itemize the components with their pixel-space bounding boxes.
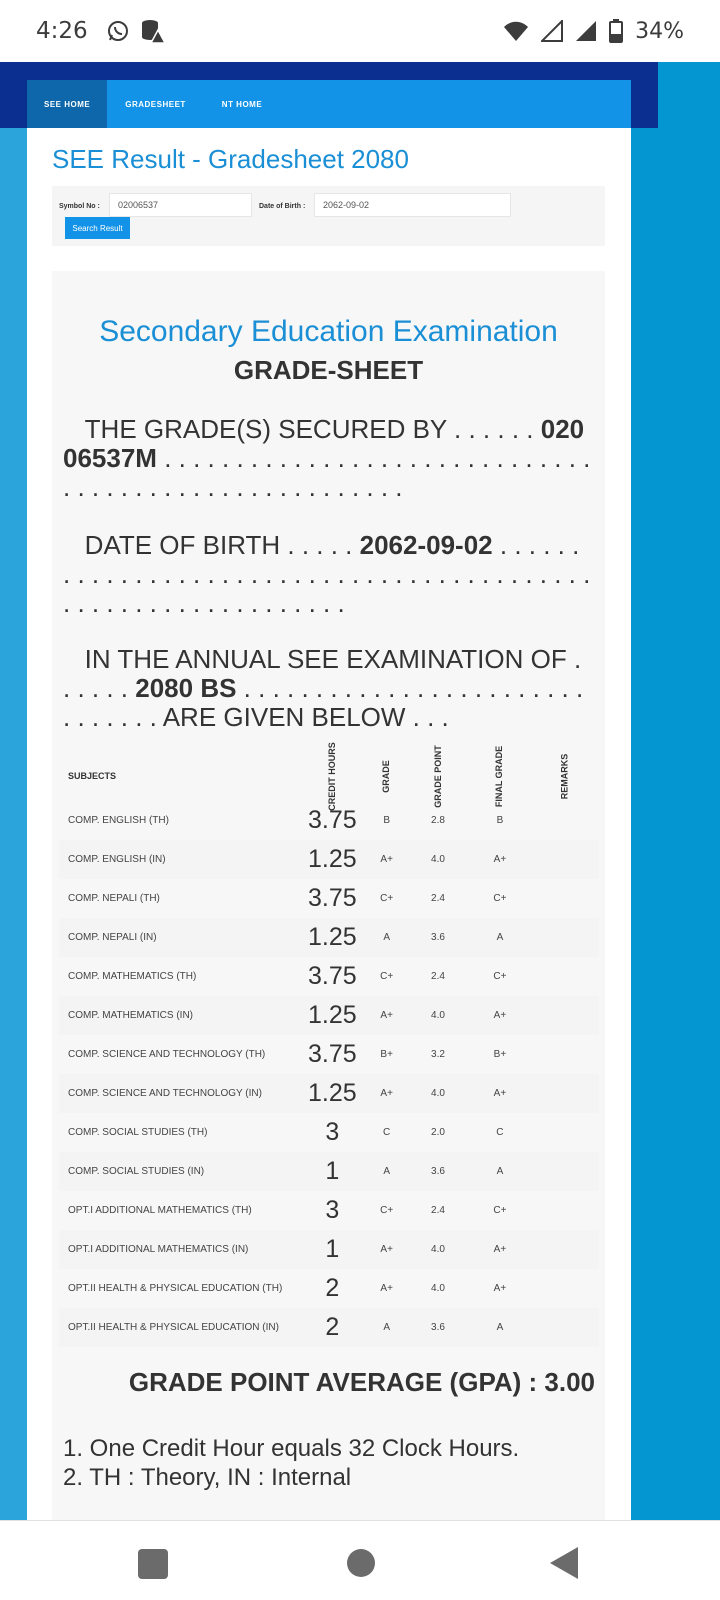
grade-point-cell: 2.4 xyxy=(431,971,445,982)
exam-year: 2080 BS xyxy=(135,673,237,703)
exam-prefix: IN THE ANNUAL SEE EXAMINATION OF . . . . . . xyxy=(63,645,582,703)
dob-text xyxy=(63,531,593,621)
credit-hours-cell: 3.75 xyxy=(308,884,357,912)
dots: . . . . . . . . . . . . . . . . . . . . . . . . . . . . . . . . . . . . . . . . . . . . . . . . . . . . . . . . . . . . . . . xyxy=(63,531,591,618)
grade-cell: A+ xyxy=(367,840,407,879)
subject-cell: OPT.I ADDITIONAL MATHEMATICS (TH) xyxy=(68,1205,252,1216)
grade-point-cell: 4.0 xyxy=(407,996,470,1035)
subject-cell: COMP. MATHEMATICS (IN) xyxy=(59,996,298,1035)
grade-point-cell: 4.0 xyxy=(407,1230,470,1269)
header-grade: GRADE xyxy=(381,760,392,793)
final-grade-cell: C+ xyxy=(493,971,507,982)
final-grade-cell: C+ xyxy=(493,1205,507,1216)
table-row xyxy=(59,840,599,879)
remarks-cell xyxy=(531,1152,599,1191)
table-row xyxy=(59,1113,599,1152)
remarks-cell xyxy=(531,996,599,1035)
signal-icon xyxy=(541,20,563,42)
grade-cell: C+ xyxy=(380,1205,394,1216)
dots: . . . . . . . . . . . . . . . . . . . . . . . . . . . . . . . . . . . . . . . . . . . . . . . . . . . . . . xyxy=(63,443,591,502)
subject-cell: COMP. SOCIAL STUDIES (TH) xyxy=(68,1127,208,1138)
remarks-cell xyxy=(531,1035,599,1074)
subject-cell: OPT.II HEALTH & PHYSICAL EDUCATION (TH) xyxy=(68,1283,283,1294)
grades-table xyxy=(59,742,599,1347)
credit-hours-cell: 1 xyxy=(298,1230,367,1269)
nav-nt-home[interactable]: NT HOME xyxy=(221,99,263,109)
header-remarks: REMARKS xyxy=(559,753,570,800)
symbol-input[interactable]: 02006537 xyxy=(109,193,252,217)
subject-cell: COMP. SCIENCE AND TECHNOLOGY (IN) xyxy=(59,1074,298,1113)
grade-cell: C+ xyxy=(380,971,394,982)
grade-cell: A+ xyxy=(367,1074,407,1113)
remarks-cell xyxy=(531,801,599,840)
left-margin xyxy=(0,128,28,1520)
grade-cell: B xyxy=(383,815,390,826)
final-grade-cell: A+ xyxy=(493,1283,507,1294)
credit-hours-cell: 3 xyxy=(325,1118,340,1146)
table-row xyxy=(59,1308,599,1347)
grade-point-cell: 2.4 xyxy=(431,1205,445,1216)
grade-point-cell: 4.0 xyxy=(407,1074,470,1113)
dob-input[interactable]: 2062-09-02 xyxy=(314,193,511,217)
remarks-cell xyxy=(531,879,599,918)
remarks-cell xyxy=(531,1191,599,1230)
status-time: 4:26 xyxy=(36,18,88,44)
nav-gradesheet[interactable]: GRADESHEET xyxy=(125,99,186,109)
page-title: SEE Result - Gradesheet 2080 xyxy=(52,144,409,174)
note-abbreviations: 2. TH : Theory, IN : Internal xyxy=(63,1464,352,1491)
subject-cell: OPT.I ADDITIONAL MATHEMATICS (IN) xyxy=(59,1230,298,1269)
subject-cell: COMP. MATHEMATICS (TH) xyxy=(68,971,197,982)
remarks-cell xyxy=(531,918,599,957)
header-grade-point: GRADE POINT xyxy=(432,745,443,808)
whatsapp-icon xyxy=(106,19,130,43)
final-grade-cell: A+ xyxy=(469,1074,530,1113)
header-credit-hours: CREDIT HOURS xyxy=(326,742,337,811)
table-row xyxy=(59,1152,599,1191)
subject-cell: OPT.II HEALTH & PHYSICAL EDUCATION (IN) xyxy=(59,1308,298,1347)
subject-cell: COMP. SOCIAL STUDIES (IN) xyxy=(59,1152,298,1191)
symbol-label: Symbol No : xyxy=(59,203,100,210)
subject-cell: COMP. NEPALI (IN) xyxy=(59,918,298,957)
final-grade-cell: A+ xyxy=(469,996,530,1035)
final-grade-cell: C+ xyxy=(493,893,507,904)
grade-cell: C+ xyxy=(380,893,394,904)
remarks-cell xyxy=(531,957,599,996)
grade-point-cell: 3.6 xyxy=(407,1308,470,1347)
grade-cell: A+ xyxy=(367,996,407,1035)
exam-text xyxy=(63,645,593,735)
final-grade-cell: A xyxy=(469,1308,530,1347)
signal-icon xyxy=(575,20,597,42)
dob-value: 2062-09-02 xyxy=(359,531,493,560)
dob-prefix: DATE OF BIRTH . . . . . xyxy=(84,531,353,560)
grade-cell: B+ xyxy=(380,1049,393,1060)
final-grade-cell: A+ xyxy=(469,840,530,879)
grade-point-cell: 3.6 xyxy=(407,1152,470,1191)
grade-point-cell: 2.4 xyxy=(431,893,445,904)
grade-point-cell: 3.2 xyxy=(431,1049,445,1060)
credit-hours-cell: 1.25 xyxy=(298,996,367,1035)
grade-cell: C xyxy=(383,1127,391,1138)
secured-by-label: THE GRADE(S) SECURED BY . . . . . . xyxy=(84,415,534,444)
grade-sheet-heading: GRADE-SHEET xyxy=(233,355,424,385)
credit-hours-cell: 3.75 xyxy=(308,806,357,834)
table-row xyxy=(59,1269,599,1308)
note-credit-hour: 1. One Credit Hour equals 32 Clock Hours. xyxy=(63,1435,520,1462)
table-row xyxy=(59,996,599,1035)
remarks-cell xyxy=(531,1308,599,1347)
grade-point-cell: 2.0 xyxy=(431,1127,445,1138)
grade-cell: A+ xyxy=(367,1230,407,1269)
credit-hours-cell: 1 xyxy=(298,1152,367,1191)
dob-label: Date of Birth : xyxy=(259,203,306,210)
system-nav-bar xyxy=(0,1520,720,1600)
given-below: ARE GIVEN BELOW . . . xyxy=(162,702,449,732)
table-row xyxy=(59,1230,599,1269)
subject-cell: COMP. ENGLISH (IN) xyxy=(59,840,298,879)
final-grade-cell: A xyxy=(469,918,530,957)
grade-point-cell: 3.6 xyxy=(407,918,470,957)
header-final-grade: FINAL GRADE xyxy=(494,745,505,808)
credit-hours-cell: 2 xyxy=(298,1308,367,1347)
final-grade-cell: B+ xyxy=(493,1049,507,1060)
dots: . . . . . . . . . . . . . . . . . . . . . . . . . . . . . . . xyxy=(63,673,584,732)
status-bar xyxy=(0,0,720,62)
credit-hours-cell: 1.25 xyxy=(298,840,367,879)
table-row xyxy=(59,879,599,918)
recents-button[interactable] xyxy=(138,1549,168,1579)
remarks-cell xyxy=(531,1269,599,1308)
search-form xyxy=(52,186,605,246)
top-nav xyxy=(27,80,631,128)
subject-cell: COMP. SCIENCE AND TECHNOLOGY (TH) xyxy=(68,1049,266,1060)
grade-sheet xyxy=(52,271,605,1520)
subject-cell: COMP. NEPALI (TH) xyxy=(68,893,160,904)
remarks-cell xyxy=(531,840,599,879)
table-row xyxy=(59,957,599,996)
final-grade-cell: C xyxy=(496,1127,504,1138)
back-button[interactable] xyxy=(550,1547,578,1579)
search-result-button[interactable]: Search Result xyxy=(65,217,130,239)
battery-icon xyxy=(609,19,623,43)
remarks-cell xyxy=(531,1113,599,1152)
grade-cell: A xyxy=(367,1152,407,1191)
credit-hours-cell: 1.25 xyxy=(298,918,367,957)
final-grade-cell: A+ xyxy=(469,1230,530,1269)
credit-hours-cell: 2 xyxy=(325,1274,340,1302)
credit-hours-cell: 3.75 xyxy=(308,962,357,990)
gpa-summary: GRADE POINT AVERAGE (GPA) : 3.00 xyxy=(128,1367,595,1397)
nav-see-home[interactable]: SEE HOME xyxy=(27,80,107,128)
table-row xyxy=(59,1074,599,1113)
home-button[interactable] xyxy=(347,1549,375,1577)
table-row xyxy=(59,1191,599,1230)
remarks-cell xyxy=(531,1074,599,1113)
grade-cell: A xyxy=(367,1308,407,1347)
grade-point-cell: 2.8 xyxy=(431,815,445,826)
credit-hours-cell: 1.25 xyxy=(298,1074,367,1113)
header-subjects: SUBJECTS xyxy=(68,771,117,781)
credit-hours-cell: 3.75 xyxy=(308,1040,357,1068)
grade-cell: A+ xyxy=(380,1283,393,1294)
table-row xyxy=(59,918,599,957)
final-grade-cell: B xyxy=(496,815,504,826)
subject-cell: COMP. ENGLISH (TH) xyxy=(68,815,169,826)
credit-hours-cell: 3 xyxy=(325,1196,340,1224)
content-card xyxy=(27,128,631,1520)
wifi-icon xyxy=(503,20,529,42)
battery-percent: 34% xyxy=(635,18,684,44)
grade-cell: A xyxy=(367,918,407,957)
grade-point-cell: 4.0 xyxy=(407,840,470,879)
table-row xyxy=(59,1035,599,1074)
symbol-number: 02006537M xyxy=(63,415,585,473)
exam-title: Secondary Education Examination xyxy=(99,315,558,348)
grade-point-cell: 4.0 xyxy=(431,1283,445,1294)
remarks-cell xyxy=(531,1230,599,1269)
storage-warning-icon xyxy=(140,18,166,44)
secured-by-text xyxy=(63,415,593,505)
final-grade-cell: A xyxy=(469,1152,530,1191)
